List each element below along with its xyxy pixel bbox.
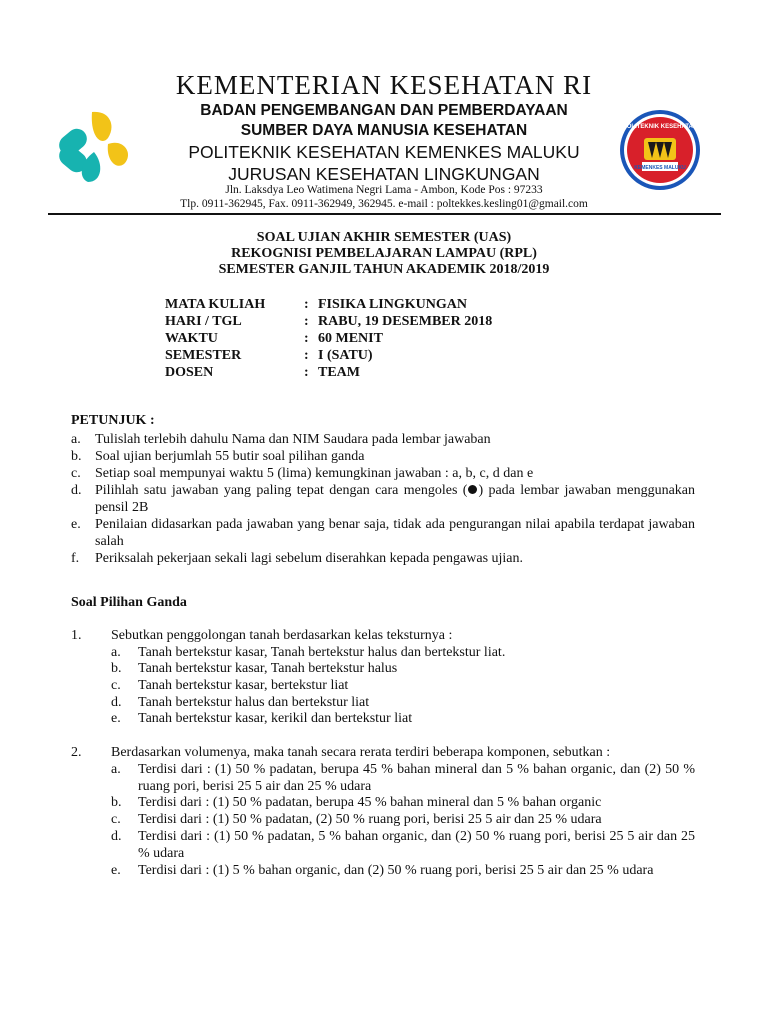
contact-line: Tlp. 0911-362945, Fax. 0911-362949, 362945. e-mail : poltekkes.kesling01@gmail.com: [180, 198, 588, 210]
option-text: Terdisi dari : (1) 5 % bahan organic, dan (2) 50 % ruang pori, berisi 25 5 air dan 25 % udara: [138, 863, 654, 878]
instruction-letter: d.: [71, 483, 82, 498]
option-text: Tanah bertekstur halus dan bertekstur liat: [138, 695, 370, 710]
polytechnic-name: POLITEKNIK KESEHATAN KEMENKES MALUKU: [188, 142, 580, 162]
agency-line-2: SUMBER DAYA MANUSIA KESEHATAN: [240, 122, 528, 139]
address-line: Jln. Laksdya Leo Watimena Negri Lama - Ambon, Kode Pos : 97233: [225, 184, 543, 196]
instruction-item: [71, 448, 695, 465]
seal-bottom-text: KEMENKES MALUKU: [634, 165, 686, 171]
option-text: Tanah bertekstur kasar, kerikil dan bertekstur liat: [138, 711, 413, 726]
option-text: Terdisi dari : (1) 50 % padatan, berupa 45 % bahan mineral dan 5 % bahan organic, dan (2) 50 % ruang pori, berisi 25 5 air dan 25 % udara: [138, 762, 695, 794]
instruction-item: [71, 516, 695, 550]
instruction-letter: f.: [71, 551, 80, 566]
info-colon: :: [304, 348, 309, 363]
question-text: Berdasarkan volumenya, maka tanah secara rerata terdiri beberapa komponen, sebutkan :: [111, 745, 611, 760]
instruction-letter: c.: [71, 466, 81, 481]
ministry-title: KEMENTERIAN KESEHATAN RI: [175, 70, 593, 100]
instruction-text: Setiap soal mempunyai waktu 5 (lima) kemungkinan jawaban : a, b, c, d dan e: [95, 466, 534, 481]
option-letter: d.: [111, 829, 122, 844]
instruction-text: [95, 482, 695, 516]
info-label: WAKTU: [165, 331, 218, 346]
instruction-text: Penilaian didasarkan pada jawaban yang benar saja, tidak ada pengurangan nilai apabila terdapat jawaban salah: [95, 517, 695, 549]
agency-line-1: BADAN PENGEMBANGAN DAN PEMBERDAYAAN: [200, 102, 568, 119]
instruction-item: [71, 431, 695, 448]
instruction-item: [71, 550, 695, 567]
info-colon: :: [304, 365, 309, 380]
answer-option: [111, 863, 695, 880]
instruction-letter: e.: [71, 517, 81, 532]
instruction-letter: a.: [71, 432, 81, 447]
section-title: Soal Pilihan Ganda: [71, 595, 187, 610]
answer-option: [111, 695, 695, 712]
instruction-text: Tulislah terlebih dahulu Nama dan NIM Saudara pada lembar jawaban: [95, 432, 491, 447]
question-number: 1.: [71, 628, 82, 643]
option-text: Terdisi dari : (1) 50 % padatan, berupa 45 % bahan mineral dan 5 % bahan organic: [138, 795, 602, 810]
info-label: SEMESTER: [165, 348, 242, 363]
question-number: 2.: [71, 745, 82, 760]
option-letter: a.: [111, 645, 121, 660]
option-letter: a.: [111, 762, 121, 777]
answer-option: [111, 795, 695, 812]
option-letter: e.: [111, 863, 121, 878]
option-text: Tanah bertekstur kasar, bertekstur liat: [138, 678, 349, 693]
letterhead-divider: [48, 213, 721, 215]
info-colon: :: [304, 331, 309, 346]
answer-option: [111, 711, 695, 728]
instruction-text-after: ) pada lembar jawaban menggunakan pensil 2B: [95, 483, 695, 515]
answer-option: [111, 645, 695, 662]
instruction-item: [71, 482, 695, 516]
instruction-letter: b.: [71, 449, 82, 464]
department-name: JURUSAN KESEHATAN LINGKUNGAN: [228, 164, 540, 184]
info-label: HARI / TGL: [165, 314, 242, 329]
info-value: RABU, 19 DESEMBER 2018: [318, 314, 493, 329]
option-text: Tanah bertekstur kasar, Tanah bertekstur halus: [138, 661, 398, 676]
instructions-title: PETUNJUK :: [71, 413, 155, 428]
seal-top-text: POLITEKNIK KESEHATAN: [622, 124, 698, 130]
option-letter: b.: [111, 795, 122, 810]
option-text: Tanah bertekstur kasar, Tanah bertekstur halus dan bertekstur liat.: [138, 645, 506, 660]
info-value: 60 MENIT: [318, 331, 383, 346]
instruction-text-before: Pilihlah satu jawaban yang paling tepat dengan cara mengoles (: [95, 483, 468, 498]
instruction-text: Soal ujian berjumlah 55 butir soal pilihan ganda: [95, 449, 365, 464]
option-letter: c.: [111, 812, 121, 827]
answer-option: [111, 762, 695, 795]
info-label: MATA KULIAH: [165, 297, 266, 312]
info-value: FISIKA LINGKUNGAN: [318, 297, 467, 312]
exam-title-2: REKOGNISI PEMBELAJARAN LAMPAU (RPL): [231, 246, 537, 261]
info-value: TEAM: [318, 365, 360, 380]
option-text: Terdisi dari : (1) 50 % padatan, 5 % bahan organic, dan (2) 50 % ruang pori, berisi 25 5 air dan 25 % udara: [138, 829, 695, 861]
option-letter: d.: [111, 695, 122, 710]
exam-title-1: SOAL UJIAN AKHIR SEMESTER (UAS): [256, 230, 512, 245]
info-colon: :: [304, 297, 309, 312]
answer-option: [111, 829, 695, 862]
answer-option: [111, 678, 695, 695]
instruction-text: Periksalah pekerjaan sekali lagi sebelum diserahkan kepada pengawas ujian.: [95, 551, 524, 566]
instruction-item: [71, 465, 695, 482]
question-text: Sebutkan penggolongan tanah berdasarkan kelas teksturnya :: [111, 628, 453, 643]
info-value: I (SATU): [318, 348, 373, 363]
option-letter: b.: [111, 661, 122, 676]
answer-option: [111, 661, 695, 678]
option-letter: c.: [111, 678, 121, 693]
answer-option: [111, 812, 695, 829]
filled-bubble-icon: [468, 485, 477, 494]
option-text: Terdisi dari : (1) 50 % padatan, (2) 50 % ruang pori, berisi 25 5 air dan 25 % udara: [138, 812, 602, 827]
info-label: DOSEN: [165, 365, 214, 380]
exam-title-3: SEMESTER GANJIL TAHUN AKADEMIK 2018/2019: [218, 262, 550, 277]
option-letter: e.: [111, 711, 121, 726]
info-colon: :: [304, 314, 309, 329]
